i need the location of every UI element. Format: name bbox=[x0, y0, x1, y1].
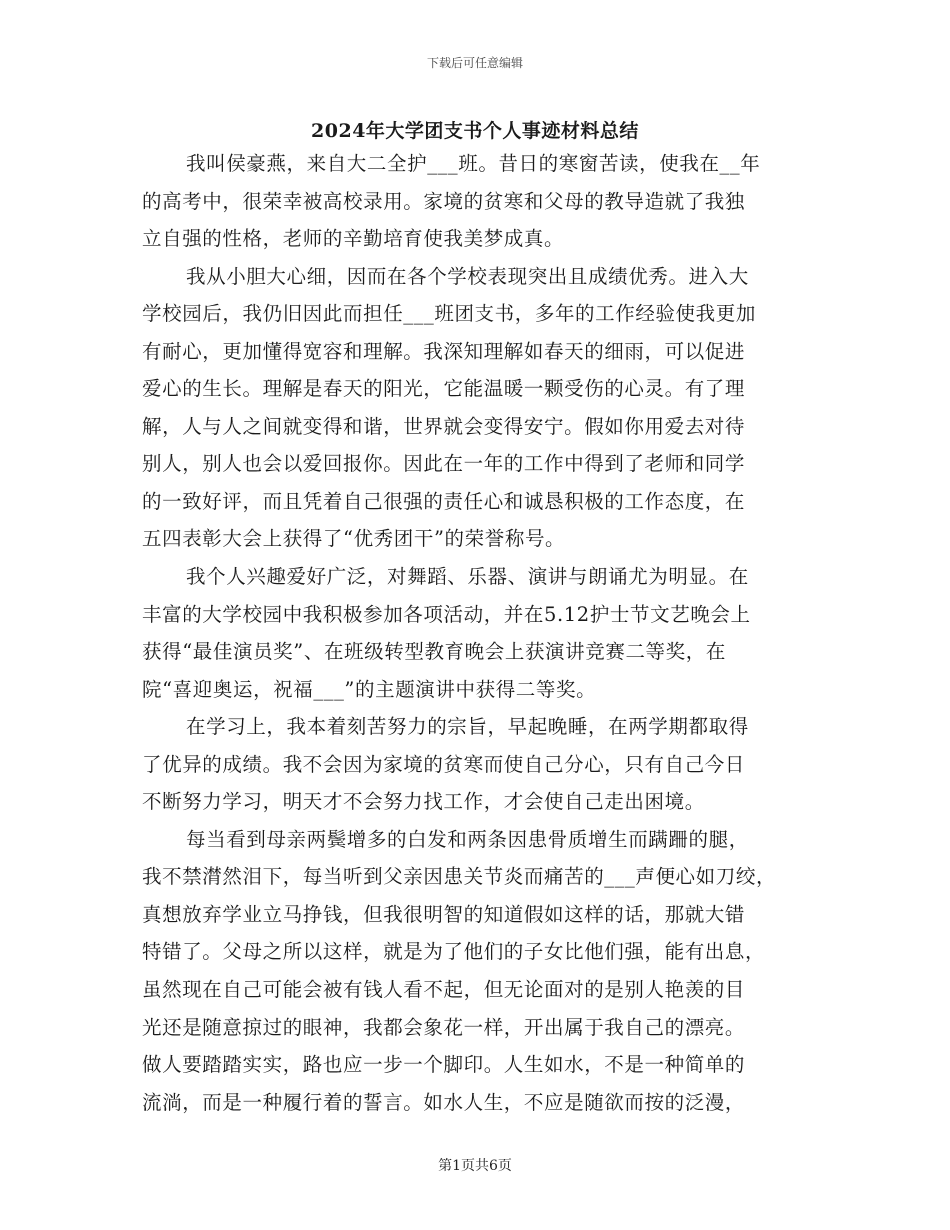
document-body bbox=[142, 145, 814, 1121]
text-line: 我不禁潸然泪下，每当听到父亲因患关节炎而痛苦的___声便心如刀绞， bbox=[142, 865, 777, 889]
text-line: 的高考中，很荣幸被高校录用。家境的贫寒和父母的教导造就了我独 bbox=[142, 189, 746, 213]
text-line: 虽然现在自己可能会被有钱人看不起，但无论面对的是别人艳羡的目 bbox=[142, 978, 746, 1002]
text-line: 获得“最佳演员奖”、在班级转型教育晚会上获演讲竞赛二等奖，在 bbox=[142, 640, 726, 664]
text-line: 我个人兴趣爱好广泛，对舞蹈、乐器、演讲与朗诵尤为明显。在 bbox=[186, 565, 749, 589]
text-line: 院“喜迎奥运，祝福___”的主题演讲中获得二等奖。 bbox=[142, 677, 597, 701]
text-line: 了优异的成绩。我不会因为家境的贫寒而使自己分心，只有自己今日 bbox=[142, 752, 746, 776]
text-line: 的一致好评，而且凭着自己很强的责任心和诚恳积极的工作态度，在 bbox=[142, 489, 746, 513]
text-line: 我叫侯豪燕，来自大二全护___班。昔日的寒窗苦读，使我在__年 bbox=[186, 152, 761, 175]
text-line: 特错了。父母之所以这样，就是为了他们的子女比他们强，能有出息， bbox=[142, 940, 766, 964]
text-line: 每当看到母亲两鬓增多的白发和两条因患骨质增生而蹒跚的腿， bbox=[186, 827, 749, 851]
text-line: 爱心的生长。理解是春天的阳光，它能温暖一颗受伤的心灵。有了理 bbox=[142, 377, 746, 401]
text-line: 学校园后，我仍旧因此而担任___班团支书，多年的工作经验使我更加 bbox=[142, 302, 756, 326]
header-note: 下载后可任意编辑 bbox=[426, 56, 523, 70]
text-line: 解，人与人之间就变得和谐，世界就会变得安宁。假如你用爱去对待 bbox=[142, 414, 746, 438]
text-line: 做人要踏踏实实，路也应一步一个脚印。人生如水，不是一种简单的 bbox=[142, 1053, 746, 1077]
text-line: 真想放弃学业立马挣钱，但我很明智的知道假如这样的话，那就大错 bbox=[142, 902, 746, 926]
text-line: 丰富的大学校园中我积极参加各项活动，并在5.12护士节文艺晚会上 bbox=[142, 602, 751, 626]
text-line: 不断努力学习，明天才不会努力找工作，才会使自己走出困境。 bbox=[142, 790, 705, 814]
page-number: 第1页共6页 bbox=[438, 1158, 512, 1174]
text-line: 别人，别人也会以爱回报你。因此在一年的工作中得到了老师和同学 bbox=[142, 452, 746, 476]
text-line: 流淌，而是一种履行着的誓言。如水人生，不应是随欲而按的泛漫， bbox=[142, 1090, 746, 1114]
text-line: 光还是随意掠过的眼神，我都会象花一样，开出属于我自己的漂亮。 bbox=[142, 1015, 746, 1039]
text-line: 有耐心，更加懂得宽容和理解。我深知理解如春天的细雨，可以促进 bbox=[142, 339, 746, 363]
document-title: 2024年大学团支书个人事迹材料总结 bbox=[311, 120, 639, 142]
text-line: 五四表彰大会上获得了“优秀团干”的荣誉称号。 bbox=[142, 527, 566, 551]
text-line: 在学习上，我本着刻苦努力的宗旨，早起晚睡，在两学期都取得 bbox=[186, 715, 749, 739]
text-line: 立自强的性格，老师的辛勤培育使我美梦成真。 bbox=[142, 227, 565, 251]
text-line: 我从小胆大心细，因而在各个学校表现突出且成绩优秀。进入大 bbox=[186, 264, 749, 288]
